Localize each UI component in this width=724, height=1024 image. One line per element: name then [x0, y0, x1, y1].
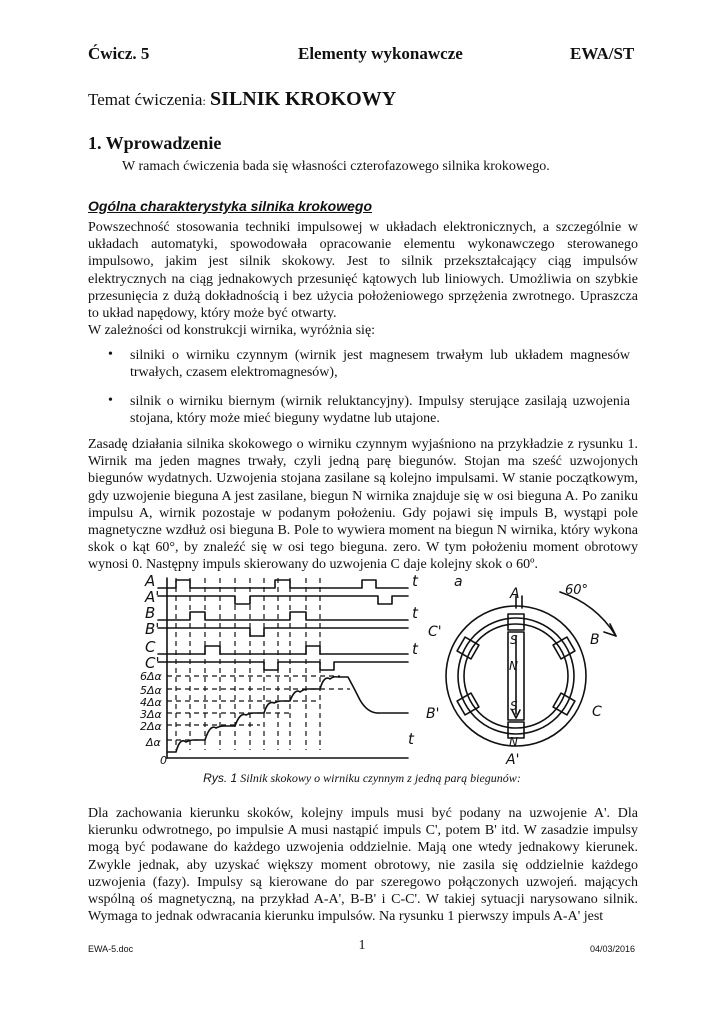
bullet-dot: •	[108, 393, 113, 408]
step-label: 4Δα	[140, 696, 162, 709]
bullet-item-1: silniki o wirniku czynnym (wirnik jest magnesem trwałym lub układem magnesów trwałych, czasem elektromagnesów),	[130, 348, 630, 381]
panel-label: a	[454, 574, 463, 590]
header-code: EWA/ST	[570, 44, 635, 63]
topic-line	[88, 88, 396, 111]
paragraph-4: Dla zachowania kierunku skoków, kolejny impuls musi być podany na uzwojenie A'. Dla kierunku odwrotnego, po impulsie A musi nastąpić impuls C', potem B' itd. W zasadzie impulsy mogą być podawane do każdego uzwojenia oddzielnie. Mają one wtedy jednakowy kierunek. Zwykle jednak, aby uzyskać większy moment obrotowy, nie zasila się oddzielnie każdego uzwojenia (fazy). Impulsy są kierowane do par szeregowo połączonych uzwojeń. mających wspólną oś magnetyczną, na przykład A-A', B-B' i C-C'. W takiej sytuacji narysowano silnik. Wymaga to jednak odwracania kierunku impulsów. Na rysunku 1 pierwszy impuls A-A' jest	[88, 806, 638, 925]
page-number: 1	[358, 938, 366, 953]
subsection-heading: Ogólna charakterystyka silnika krokowego	[88, 198, 373, 214]
motor-diagram	[420, 574, 635, 770]
time-axis-label: t	[408, 730, 414, 748]
figure-caption	[0, 771, 724, 786]
pole-label: C	[592, 704, 602, 720]
time-axis-label: t	[412, 640, 418, 658]
rotor-pole-label: S	[510, 633, 518, 647]
step-label: 6Δα	[140, 670, 162, 683]
signal-label: B	[145, 604, 156, 622]
signal-a	[158, 580, 408, 588]
paragraph-1: Powszechność stosowania techniki impulsowej w układach elektronicznych, a szczególnie w układach automatyki, spowodowała opracowanie elementu wykonawczego sterowanego impulsowo, jakim jest silnik skokowy. Jest to silnik przekształcający ciąg impulsów elektrycznych na ciąg jednakowych przesunięć kątowych lub liniowych. Umożliwia on szybkie przesunięcia z dużą dokładnością i bez użycia położeniowego sprzężenia zwrotnego. Upraszcza to układ napędowy, który może być otwarty.	[88, 220, 638, 322]
signal-b-prime	[158, 628, 408, 636]
section-heading: 1. Wprowadzenie	[88, 133, 222, 153]
signal-label: C	[145, 638, 156, 656]
origin-label: 0	[160, 754, 167, 767]
rotor-position-curve	[167, 677, 408, 752]
signal-label: A'	[145, 588, 160, 606]
pole-label: B	[590, 632, 600, 648]
step-label: 5Δα	[140, 684, 162, 697]
topic-title: SILNIK KROKOWY	[210, 88, 397, 110]
pole-label: C'	[428, 624, 442, 640]
rotor-pole-label: N	[509, 659, 518, 673]
header-title: Elementy wykonawcze	[298, 44, 463, 63]
pole-label: A	[510, 586, 520, 602]
caption-prefix: Rys. 1	[203, 771, 238, 785]
time-axis-label: t	[412, 604, 418, 622]
footer-filename: EWA-5.doc	[88, 944, 134, 954]
timing-diagram	[140, 572, 430, 768]
pole-a	[508, 614, 524, 630]
bullet-dot: •	[108, 347, 113, 362]
topic-label: Temat ćwiczenia	[88, 90, 203, 109]
time-axis-label: t	[412, 572, 418, 590]
header-exercise: Ćwicz. 5	[88, 44, 150, 63]
step-levels	[167, 676, 350, 740]
signal-c	[158, 646, 408, 654]
step-label: 3Δα	[140, 708, 162, 721]
signal-a-prime	[158, 596, 408, 604]
caption-text: Silnik skokowy o wirniku czynnym z jedną parą biegunów:	[240, 771, 521, 785]
step-label: 2Δα	[140, 720, 162, 733]
paragraph-3: Zasadę działania silnika skokowego o wirniku czynnym wyjaśniono na przykładzie z rysunku 1. Wirnik ma jeden magnes trwały, czyli jedną parę biegunów. Stojan ma sześć uzwojonych biegunów wydatnych. Uzwojenia stojana zasilane są kolejno impulsami. W stanie początkowym, gdy uzwojenie bieguna A jest zasilane, biegun N wirnika znajduje się w osi bieguna A. Po zaniku impulsu A, wirnik pozostaje w podanym położeniu. Gdy pojawi się impuls B, wystąpi pole magnetyczne wzdłuż osi bieguna B. Pole to wywiera moment na biegun N wirnika, który wykona skok o kąt 60°, by znaleźć się w osi tego bieguna. zero. W tym położeniu moment obrotowy wynosi 0. Następny impuls skierowany do uzwojenia C daje kolejny skok o 60º.	[88, 437, 638, 573]
rotor-pole-label: N	[509, 735, 518, 749]
paragraph-2: W zależności od konstrukcji wirnika, wyróżnia się:	[88, 323, 376, 338]
signal-b	[158, 612, 408, 620]
topic-colon: :	[202, 94, 206, 108]
pole-label: B'	[426, 706, 440, 722]
bullet-item-2: silnik o wirniku biernym (wirnik reluktancyjny). Impulsy sterujące zasilają uzwojenia stojana, który może mieć bieguny wydatne lub utajone.	[130, 394, 630, 427]
rotor-pole-label: S	[510, 699, 518, 713]
signal-label: A	[145, 572, 156, 590]
footer-date: 04/03/2016	[590, 944, 636, 954]
intro-text: W ramach ćwiczenia bada się własności czterofazowego silnika krokowego.	[122, 159, 550, 174]
signal-c-prime	[158, 662, 408, 670]
pole-label: A'	[506, 752, 520, 768]
signal-label: B'	[145, 620, 160, 638]
angle-label: 60°	[565, 583, 589, 598]
signal-label: C'	[145, 654, 160, 672]
step-label: Δα	[146, 736, 161, 749]
